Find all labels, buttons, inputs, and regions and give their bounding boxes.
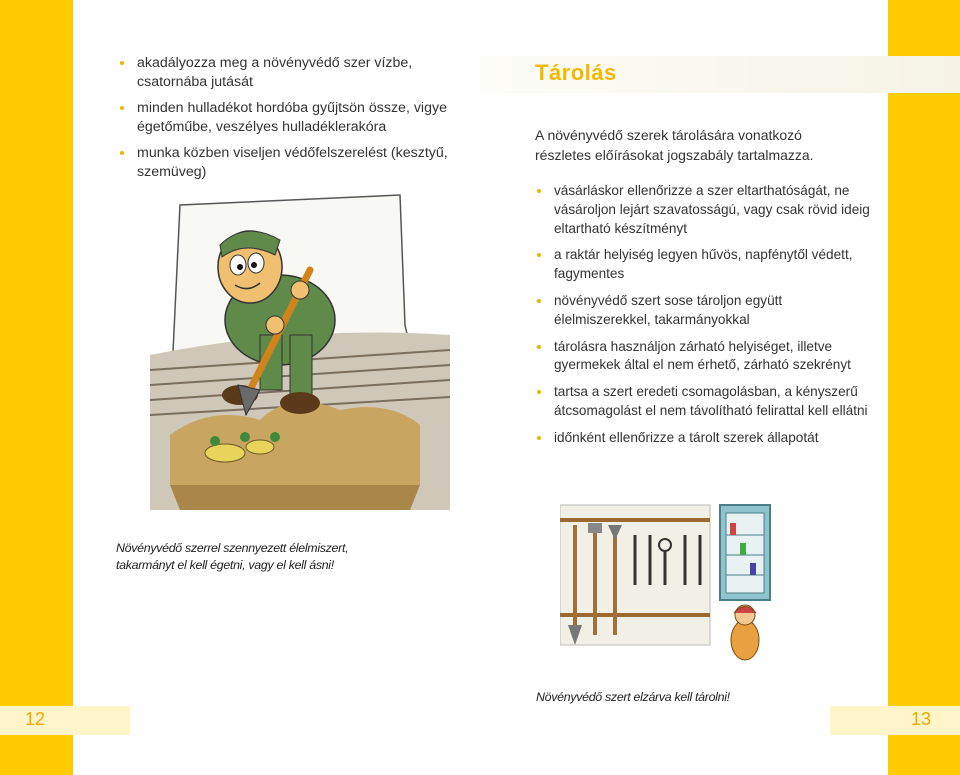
right-page-number-band xyxy=(830,706,960,735)
list-item: a raktár helyiség legyen hűvös, napfénytől védett, fagymentes xyxy=(554,246,874,284)
list-item: minden hulladékot hordóba gyűjtsön össze, vigye égetőműbe, veszélyes hulladéklerakóra xyxy=(137,99,467,137)
list-item: tartsa a szert eredeti csomagolásban, a kényszerű átcsomagolást el nem távolítható felirattal kell ellátni xyxy=(554,383,874,421)
list-item: munka közben viseljen védőfelszerelést (kesztyű, szemüveg) xyxy=(137,144,467,182)
farmer-digging-illustration xyxy=(150,185,450,510)
right-bullet-list xyxy=(554,182,874,456)
left-yellow-margin xyxy=(0,0,73,775)
left-page-number-band xyxy=(0,706,130,735)
page-number-right: 13 xyxy=(911,709,932,729)
list-item: növényvédő szert sose tároljon együtt élelmiszerekkel, takarmányokkal xyxy=(554,292,874,330)
left-bullet-list xyxy=(137,54,467,189)
page-number-left: 12 xyxy=(25,709,46,729)
list-item: tárolásra használjon zárható helyiséget, illetve gyermekek által el nem érhető, zárható szekrényt xyxy=(554,338,874,376)
list-item: akadályozza meg a növényvédő szer vízbe, csatornába jutását xyxy=(137,54,467,92)
right-yellow-margin xyxy=(888,0,960,775)
list-item: időnként ellenőrizze a tárolt szerek állapotát xyxy=(554,429,874,448)
left-caption: Növényvédő szerrel szennyezett élelmiszert, takarmányt el kell égetni, vagy el kell ásni! xyxy=(116,541,349,572)
tool-storage-illustration xyxy=(560,495,800,670)
list-item: vásárláskor ellenőrizze a szer eltarthatóságát, ne vásároljon lejárt szavatosságú, vagy csak rövid ideig eltartható készítményt xyxy=(554,182,874,238)
section-title: Tárolás xyxy=(535,60,617,85)
intro-paragraph: A növényvédő szerek tárolására vonatkozó részletes előírásokat jogszabály tartalmazza. xyxy=(535,127,814,163)
right-caption: Növényvédő szert elzárva kell tárolni! xyxy=(536,690,730,704)
